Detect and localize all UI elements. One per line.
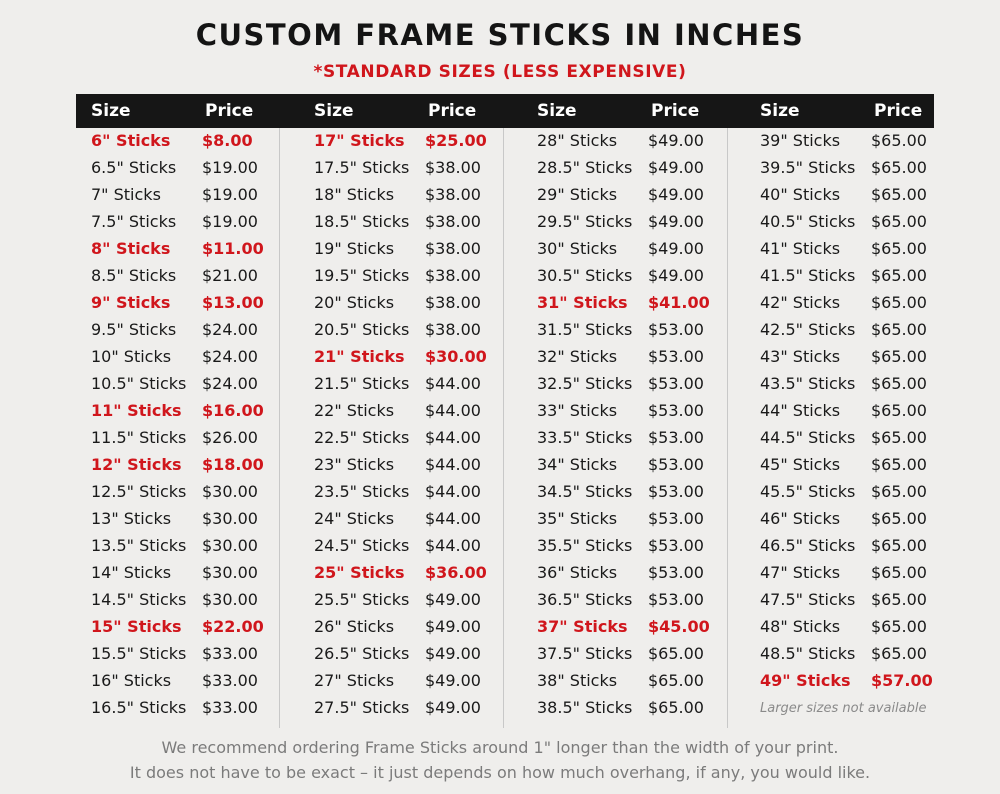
table-row bbox=[314, 614, 514, 641]
table-row bbox=[314, 344, 514, 371]
table-row bbox=[537, 533, 737, 560]
size-cell: 32" Sticks bbox=[537, 347, 618, 366]
table-row bbox=[537, 452, 737, 479]
page-title: CUSTOM FRAME STICKS IN INCHES bbox=[195, 18, 805, 52]
table-row bbox=[91, 398, 291, 425]
price-cell: $49.00 bbox=[425, 698, 481, 717]
price-cell: $44.00 bbox=[425, 482, 481, 501]
size-cell: 31.5" Sticks bbox=[537, 320, 633, 339]
table-row bbox=[91, 209, 291, 236]
size-cell: 15" Sticks bbox=[91, 617, 182, 636]
table-row bbox=[537, 371, 737, 398]
table-row bbox=[314, 452, 514, 479]
size-cell: 6.5" Sticks bbox=[91, 158, 177, 177]
size-cell: 19" Sticks bbox=[314, 239, 395, 258]
size-cell: 15.5" Sticks bbox=[91, 644, 187, 663]
price-cell: $19.00 bbox=[202, 158, 258, 177]
price-cell: $30.00 bbox=[425, 347, 487, 366]
size-cell: 42" Sticks bbox=[760, 293, 841, 312]
size-cell: 31" Sticks bbox=[537, 293, 628, 312]
size-cell: 20" Sticks bbox=[314, 293, 395, 312]
price-cell: $57.00 bbox=[871, 671, 933, 690]
header-size-label: Size bbox=[314, 101, 354, 121]
size-cell: 43" Sticks bbox=[760, 347, 841, 366]
size-cell: 36.5" Sticks bbox=[537, 590, 633, 609]
size-cell: 35.5" Sticks bbox=[537, 536, 633, 555]
size-cell: 42.5" Sticks bbox=[760, 320, 856, 339]
size-cell: 24" Sticks bbox=[314, 509, 395, 528]
size-cell: 14" Sticks bbox=[91, 563, 172, 582]
size-cell: 35" Sticks bbox=[537, 509, 618, 528]
table-row bbox=[91, 425, 291, 452]
price-cell: $65.00 bbox=[871, 320, 927, 339]
price-cell: $44.00 bbox=[425, 374, 481, 393]
price-cell: $8.00 bbox=[202, 131, 253, 150]
price-cell: $44.00 bbox=[425, 455, 481, 474]
price-cell: $36.00 bbox=[425, 563, 487, 582]
price-cell: $53.00 bbox=[648, 320, 704, 339]
price-cell: $65.00 bbox=[871, 617, 927, 636]
price-cell: $53.00 bbox=[648, 536, 704, 555]
table-header bbox=[76, 94, 934, 128]
price-cell: $25.00 bbox=[425, 131, 487, 150]
table-row bbox=[537, 236, 737, 263]
table-row bbox=[537, 290, 737, 317]
size-cell: 48" Sticks bbox=[760, 617, 841, 636]
price-cell: $53.00 bbox=[648, 590, 704, 609]
price-cell: $65.00 bbox=[871, 509, 927, 528]
size-cell: 30.5" Sticks bbox=[537, 266, 633, 285]
table-row bbox=[537, 263, 737, 290]
size-cell: 27" Sticks bbox=[314, 671, 395, 690]
table-row bbox=[537, 614, 737, 641]
size-cell: 41" Sticks bbox=[760, 239, 841, 258]
size-cell: 28" Sticks bbox=[537, 131, 618, 150]
price-cell: $65.00 bbox=[648, 644, 704, 663]
table-row bbox=[314, 155, 514, 182]
price-cell: $21.00 bbox=[202, 266, 258, 285]
size-cell: 34.5" Sticks bbox=[537, 482, 633, 501]
price-cell: $41.00 bbox=[648, 293, 710, 312]
price-cell: $33.00 bbox=[202, 644, 258, 663]
price-cell: $18.00 bbox=[202, 455, 264, 474]
price-cell: $30.00 bbox=[202, 563, 258, 582]
price-cell: $65.00 bbox=[871, 455, 927, 474]
size-cell: 47.5" Sticks bbox=[760, 590, 856, 609]
size-cell: 27.5" Sticks bbox=[314, 698, 410, 717]
table-row bbox=[314, 263, 514, 290]
table-row bbox=[537, 587, 737, 614]
price-cell: $65.00 bbox=[871, 374, 927, 393]
table-row bbox=[537, 695, 737, 722]
price-cell: $49.00 bbox=[648, 266, 704, 285]
price-cell: $49.00 bbox=[425, 671, 481, 690]
table-row bbox=[760, 209, 960, 236]
header-size-label: Size bbox=[537, 101, 577, 121]
table-row bbox=[760, 128, 960, 155]
price-cell: $22.00 bbox=[202, 617, 264, 636]
price-cell: $38.00 bbox=[425, 212, 481, 231]
table-row bbox=[760, 479, 960, 506]
size-cell: 40.5" Sticks bbox=[760, 212, 856, 231]
table-row bbox=[760, 398, 960, 425]
price-cell: $53.00 bbox=[648, 482, 704, 501]
table-row bbox=[91, 452, 291, 479]
size-cell: 18.5" Sticks bbox=[314, 212, 410, 231]
size-cell: 33" Sticks bbox=[537, 401, 618, 420]
table-row bbox=[91, 344, 291, 371]
price-cell: $49.00 bbox=[648, 131, 704, 150]
table-row bbox=[314, 290, 514, 317]
table-row bbox=[537, 506, 737, 533]
price-cell: $38.00 bbox=[425, 320, 481, 339]
price-cell: $30.00 bbox=[202, 536, 258, 555]
size-cell: 45" Sticks bbox=[760, 455, 841, 474]
table-row bbox=[537, 317, 737, 344]
size-cell: 39.5" Sticks bbox=[760, 158, 856, 177]
size-cell: 17" Sticks bbox=[314, 131, 405, 150]
price-cell: $65.00 bbox=[648, 698, 704, 717]
table-row bbox=[91, 641, 291, 668]
price-cell: $65.00 bbox=[871, 239, 927, 258]
price-cell: $45.00 bbox=[648, 617, 710, 636]
table-row bbox=[760, 587, 960, 614]
price-cell: $65.00 bbox=[871, 185, 927, 204]
size-cell: 21.5" Sticks bbox=[314, 374, 410, 393]
price-cell: $53.00 bbox=[648, 347, 704, 366]
size-cell: 32.5" Sticks bbox=[537, 374, 633, 393]
price-cell: $53.00 bbox=[648, 401, 704, 420]
size-cell: 46.5" Sticks bbox=[760, 536, 856, 555]
size-cell: 9" Sticks bbox=[91, 293, 171, 312]
price-cell: $53.00 bbox=[648, 455, 704, 474]
price-cell: $19.00 bbox=[202, 185, 258, 204]
table-row bbox=[91, 614, 291, 641]
table-row bbox=[760, 371, 960, 398]
size-cell: 33.5" Sticks bbox=[537, 428, 633, 447]
table-row bbox=[314, 479, 514, 506]
table-row bbox=[760, 290, 960, 317]
table-row bbox=[537, 425, 737, 452]
table-row bbox=[760, 425, 960, 452]
size-cell: 44" Sticks bbox=[760, 401, 841, 420]
table-row bbox=[760, 533, 960, 560]
size-cell: 28.5" Sticks bbox=[537, 158, 633, 177]
table-row bbox=[537, 560, 737, 587]
price-cell: $44.00 bbox=[425, 509, 481, 528]
price-cell: $38.00 bbox=[425, 239, 481, 258]
price-cell: $19.00 bbox=[202, 212, 258, 231]
table-row bbox=[91, 128, 291, 155]
size-cell: 16" Sticks bbox=[91, 671, 172, 690]
size-cell: 23.5" Sticks bbox=[314, 482, 410, 501]
page-subtitle: *STANDARD SIZES (LESS EXPENSIVE) bbox=[313, 62, 687, 82]
price-cell: $65.00 bbox=[871, 212, 927, 231]
price-cell: $65.00 bbox=[871, 644, 927, 663]
note-text: Larger sizes not available bbox=[760, 701, 927, 716]
table-row bbox=[314, 398, 514, 425]
size-cell: 43.5" Sticks bbox=[760, 374, 856, 393]
table-row bbox=[760, 560, 960, 587]
size-cell: 39" Sticks bbox=[760, 131, 841, 150]
price-cell: $33.00 bbox=[202, 671, 258, 690]
table-row bbox=[760, 155, 960, 182]
table-row bbox=[537, 344, 737, 371]
table-row bbox=[760, 263, 960, 290]
table-row bbox=[91, 668, 291, 695]
size-cell: 8.5" Sticks bbox=[91, 266, 177, 285]
price-column-3 bbox=[537, 128, 737, 722]
size-cell: 34" Sticks bbox=[537, 455, 618, 474]
price-cell: $30.00 bbox=[202, 509, 258, 528]
table-row bbox=[91, 587, 291, 614]
table-row bbox=[760, 182, 960, 209]
price-cell: $65.00 bbox=[871, 401, 927, 420]
table-row bbox=[314, 533, 514, 560]
table-row bbox=[314, 128, 514, 155]
price-cell: $65.00 bbox=[871, 536, 927, 555]
size-cell: 13.5" Sticks bbox=[91, 536, 187, 555]
size-cell: 29.5" Sticks bbox=[537, 212, 633, 231]
price-cell: $65.00 bbox=[871, 266, 927, 285]
price-cell: $38.00 bbox=[425, 185, 481, 204]
table-row bbox=[91, 533, 291, 560]
price-cell: $65.00 bbox=[871, 158, 927, 177]
table-row bbox=[314, 236, 514, 263]
table-row bbox=[91, 479, 291, 506]
size-cell: 22.5" Sticks bbox=[314, 428, 410, 447]
size-cell: 7" Sticks bbox=[91, 185, 161, 204]
size-cell: 10.5" Sticks bbox=[91, 374, 187, 393]
price-cell: $65.00 bbox=[871, 563, 927, 582]
table-row bbox=[537, 209, 737, 236]
price-cell: $53.00 bbox=[648, 509, 704, 528]
size-cell: 13" Sticks bbox=[91, 509, 172, 528]
size-cell: 11" Sticks bbox=[91, 401, 182, 420]
size-cell: 17.5" Sticks bbox=[314, 158, 410, 177]
table-row bbox=[760, 452, 960, 479]
table-row bbox=[760, 506, 960, 533]
price-cell: $49.00 bbox=[648, 212, 704, 231]
table-row bbox=[314, 182, 514, 209]
footer-line-2: It does not have to be exact – it just depends on how much overhang, if any, you would like. bbox=[129, 763, 871, 782]
table-row bbox=[91, 155, 291, 182]
table-row bbox=[760, 668, 960, 695]
price-cell: $44.00 bbox=[425, 401, 481, 420]
price-column-4 bbox=[760, 128, 960, 722]
header-size-label: Size bbox=[760, 101, 800, 121]
size-cell: 20.5" Sticks bbox=[314, 320, 410, 339]
price-cell: $11.00 bbox=[202, 239, 264, 258]
size-cell: 19.5" Sticks bbox=[314, 266, 410, 285]
price-column-2 bbox=[314, 128, 514, 722]
price-cell: $65.00 bbox=[871, 590, 927, 609]
table-row bbox=[91, 317, 291, 344]
price-cell: $49.00 bbox=[648, 158, 704, 177]
table-row bbox=[760, 641, 960, 668]
price-cell: $49.00 bbox=[648, 239, 704, 258]
price-cell: $26.00 bbox=[202, 428, 258, 447]
price-cell: $38.00 bbox=[425, 158, 481, 177]
table-row bbox=[91, 263, 291, 290]
price-cell: $24.00 bbox=[202, 374, 258, 393]
table-row bbox=[314, 668, 514, 695]
size-cell: 46" Sticks bbox=[760, 509, 841, 528]
price-cell: $30.00 bbox=[202, 482, 258, 501]
size-cell: 41.5" Sticks bbox=[760, 266, 856, 285]
size-cell: 14.5" Sticks bbox=[91, 590, 187, 609]
size-cell: 25.5" Sticks bbox=[314, 590, 410, 609]
table-row bbox=[91, 236, 291, 263]
table-row bbox=[537, 155, 737, 182]
table-row bbox=[760, 317, 960, 344]
table-row bbox=[314, 560, 514, 587]
header-price-label: Price bbox=[651, 101, 700, 121]
size-cell: 10" Sticks bbox=[91, 347, 172, 366]
table-row bbox=[314, 641, 514, 668]
price-cell: $49.00 bbox=[425, 617, 481, 636]
size-cell: 36" Sticks bbox=[537, 563, 618, 582]
table-row bbox=[314, 425, 514, 452]
table-row bbox=[91, 290, 291, 317]
price-cell: $13.00 bbox=[202, 293, 264, 312]
table-row bbox=[537, 479, 737, 506]
size-cell: 49" Sticks bbox=[760, 671, 851, 690]
table-row bbox=[760, 614, 960, 641]
size-cell: 38" Sticks bbox=[537, 671, 618, 690]
availability-note bbox=[760, 695, 960, 722]
size-cell: 24.5" Sticks bbox=[314, 536, 410, 555]
header-price-label: Price bbox=[874, 101, 923, 121]
price-cell: $65.00 bbox=[871, 428, 927, 447]
size-cell: 40" Sticks bbox=[760, 185, 841, 204]
size-cell: 44.5" Sticks bbox=[760, 428, 856, 447]
size-cell: 21" Sticks bbox=[314, 347, 405, 366]
size-cell: 23" Sticks bbox=[314, 455, 395, 474]
table-row bbox=[314, 506, 514, 533]
size-cell: 16.5" Sticks bbox=[91, 698, 187, 717]
table-row bbox=[91, 371, 291, 398]
price-cell: $38.00 bbox=[425, 266, 481, 285]
header-size-label: Size bbox=[91, 101, 131, 121]
table-row bbox=[760, 344, 960, 371]
size-cell: 18" Sticks bbox=[314, 185, 395, 204]
size-cell: 26" Sticks bbox=[314, 617, 395, 636]
size-cell: 45.5" Sticks bbox=[760, 482, 856, 501]
size-cell: 11.5" Sticks bbox=[91, 428, 187, 447]
price-cell: $24.00 bbox=[202, 347, 258, 366]
size-cell: 48.5" Sticks bbox=[760, 644, 856, 663]
price-cell: $30.00 bbox=[202, 590, 258, 609]
table-row bbox=[314, 317, 514, 344]
price-cell: $44.00 bbox=[425, 536, 481, 555]
price-cell: $24.00 bbox=[202, 320, 258, 339]
header-price-label: Price bbox=[205, 101, 254, 121]
table-row bbox=[537, 398, 737, 425]
price-cell: $65.00 bbox=[871, 131, 927, 150]
table-row bbox=[760, 236, 960, 263]
size-cell: 22" Sticks bbox=[314, 401, 395, 420]
price-cell: $49.00 bbox=[648, 185, 704, 204]
price-cell: $49.00 bbox=[425, 644, 481, 663]
price-column-1 bbox=[91, 128, 291, 722]
table-row bbox=[537, 128, 737, 155]
size-cell: 37.5" Sticks bbox=[537, 644, 633, 663]
price-cell: $53.00 bbox=[648, 563, 704, 582]
price-cell: $65.00 bbox=[871, 347, 927, 366]
table-row bbox=[314, 587, 514, 614]
size-cell: 25" Sticks bbox=[314, 563, 405, 582]
price-cell: $65.00 bbox=[871, 482, 927, 501]
price-cell: $38.00 bbox=[425, 293, 481, 312]
table-row bbox=[314, 209, 514, 236]
price-cell: $33.00 bbox=[202, 698, 258, 717]
table-row bbox=[314, 695, 514, 722]
price-cell: $16.00 bbox=[202, 401, 264, 420]
price-cell: $49.00 bbox=[425, 590, 481, 609]
table-row bbox=[91, 182, 291, 209]
size-cell: 29" Sticks bbox=[537, 185, 618, 204]
table-row bbox=[537, 641, 737, 668]
size-cell: 7.5" Sticks bbox=[91, 212, 177, 231]
table-row bbox=[91, 560, 291, 587]
size-cell: 30" Sticks bbox=[537, 239, 618, 258]
price-cell: $65.00 bbox=[648, 671, 704, 690]
price-cell: $44.00 bbox=[425, 428, 481, 447]
table-row bbox=[314, 371, 514, 398]
table-row bbox=[91, 695, 291, 722]
price-cell: $65.00 bbox=[871, 293, 927, 312]
price-cell: $53.00 bbox=[648, 428, 704, 447]
size-cell: 9.5" Sticks bbox=[91, 320, 177, 339]
size-cell: 12.5" Sticks bbox=[91, 482, 187, 501]
table-row bbox=[537, 182, 737, 209]
header-price-label: Price bbox=[428, 101, 477, 121]
size-cell: 47" Sticks bbox=[760, 563, 841, 582]
price-cell: $53.00 bbox=[648, 374, 704, 393]
size-cell: 38.5" Sticks bbox=[537, 698, 633, 717]
size-cell: 37" Sticks bbox=[537, 617, 628, 636]
table-row bbox=[537, 668, 737, 695]
footer-line-1: We recommend ordering Frame Sticks around 1" longer than the width of your print. bbox=[161, 738, 839, 757]
size-cell: 26.5" Sticks bbox=[314, 644, 410, 663]
size-cell: 8" Sticks bbox=[91, 239, 171, 258]
size-cell: 6" Sticks bbox=[91, 131, 171, 150]
size-cell: 12" Sticks bbox=[91, 455, 182, 474]
table-row bbox=[91, 506, 291, 533]
